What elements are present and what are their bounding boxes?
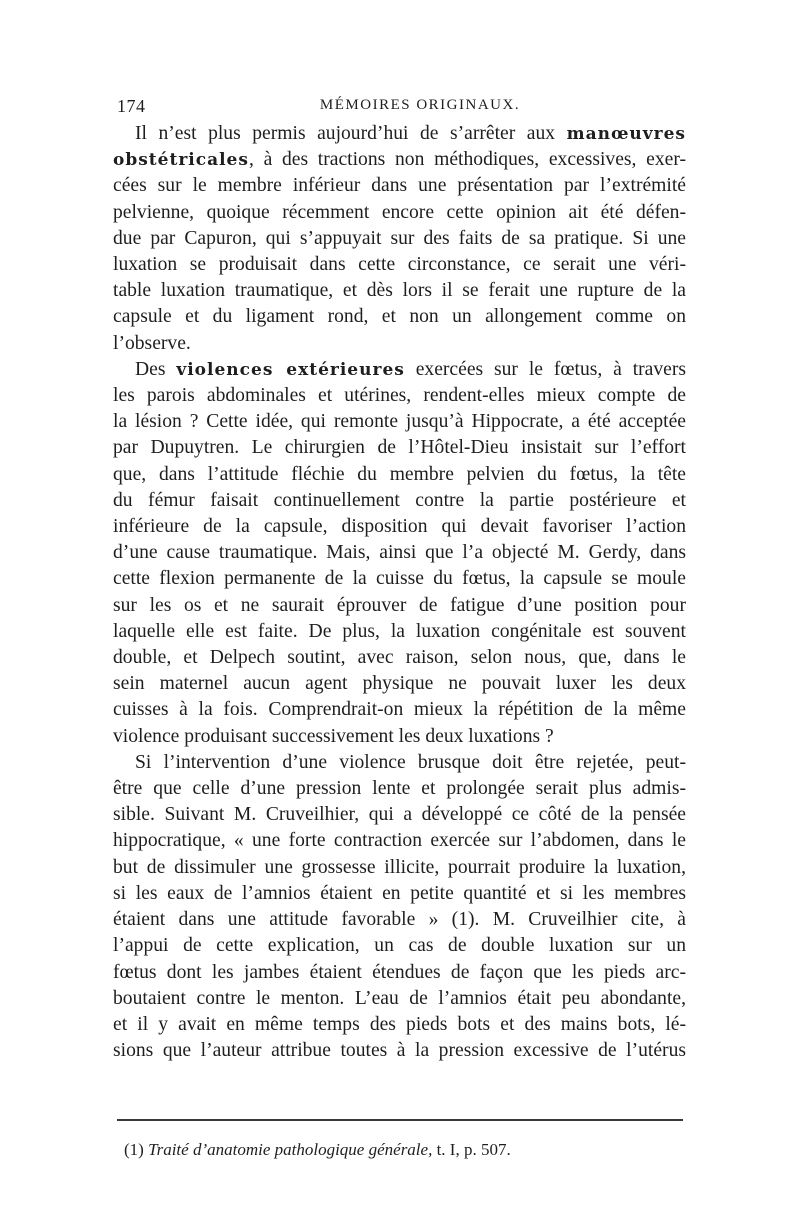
text-line — [113, 881, 686, 907]
text-line — [113, 331, 686, 357]
text-line — [113, 357, 686, 383]
text-line — [113, 462, 686, 488]
text-run: cuisses à la fois. Comprendrait-on mieux la répétition de la même — [113, 699, 686, 721]
text-line — [113, 776, 686, 802]
text-run: luxation se produisait dans cette circonstance, ce serait une véri- — [113, 254, 686, 276]
text-line — [113, 566, 686, 592]
emphasized-term: obstétricales — [113, 150, 249, 171]
text-run: due par Capuron, qui s’appuyait sur des faits de sa pratique. Si une — [113, 227, 686, 249]
text-run: capsule et du ligament rond, et non un allongement comme on — [113, 306, 686, 328]
text-run: laquelle elle est faite. De plus, la luxation congénitale est souvent — [113, 620, 686, 642]
text-run: exercées sur le fœtus, à travers — [404, 358, 686, 380]
text-run: cette flexion permanente de la cuisse du fœtus, la capsule se moule — [113, 568, 686, 590]
text-run: violence produisant successivement les deux luxations ? — [113, 725, 554, 747]
text-line — [113, 409, 686, 435]
text-run: l’appui de cette explication, un cas de double luxation sur un — [113, 935, 686, 957]
text-line — [113, 226, 686, 252]
text-line — [113, 671, 686, 697]
text-run: si les eaux de l’amnios étaient en petite quantité et si les membres — [113, 882, 686, 904]
emphasized-term: manœuvres — [566, 124, 686, 144]
text-line — [113, 252, 686, 278]
text-run: sible. Suivant M. Cruveilhier, qui a développé ce côté de la pensée — [113, 804, 686, 826]
text-run: l’observe. — [113, 332, 191, 354]
footnote — [124, 1140, 684, 1160]
text-line — [113, 1012, 686, 1038]
page-number: 174 — [117, 96, 146, 116]
text-run: du fémur faisait continuellement contre la partie postérieure et — [113, 489, 686, 511]
text-run: hippocratique, « une forte contraction exercée sur l’abdomen, dans le — [113, 830, 686, 852]
text-line — [113, 540, 686, 566]
text-line — [113, 304, 686, 330]
text-line — [113, 828, 686, 854]
text-run: inférieure de la capsule, disposition qui devait favoriser l’action — [113, 516, 686, 538]
text-line — [113, 802, 686, 828]
text-line — [113, 907, 686, 933]
text-line — [113, 960, 686, 986]
text-run: boutaient contre le menton. L’eau de l’amnios était peu abondante, — [113, 987, 686, 1009]
text-run: pelvienne, quoique récemment encore cette opinion ait été défen- — [113, 201, 686, 223]
body-text — [113, 121, 686, 1064]
text-run: par Dupuytren. Le chirurgien de l’Hôtel-Dieu insistait sur l’effort — [113, 437, 686, 459]
text-line — [113, 1038, 686, 1064]
text-run: double, et Delpech soutint, avec raison, selon nous, que, dans le — [113, 647, 686, 669]
text-run: fœtus dont les jambes étaient étendues de façon que les pieds arc- — [113, 961, 686, 983]
text-line — [113, 645, 686, 671]
text-run: table luxation traumatique, et dès lors il se ferait une rupture de la — [113, 280, 686, 302]
text-line — [113, 750, 686, 776]
paragraph — [113, 121, 686, 357]
text-run: but de dissimuler une grossesse illicite, pourrait produire la luxation, — [113, 856, 686, 878]
text-line — [113, 933, 686, 959]
text-run: que, dans l’attitude fléchie du membre pelvien du fœtus, la tête — [113, 463, 686, 485]
text-run: Il n’est plus permis aujourd’hui de s’arrêter aux — [135, 123, 567, 144]
emphasized-term: violences extérieures — [176, 359, 405, 380]
text-line — [113, 697, 686, 723]
text-line — [113, 619, 686, 645]
text-run: sur les os et ne saurait éprouver de fatigue d’une position pour — [113, 594, 686, 616]
text-run: cées sur le membre inférieur dans une présentation par l’extrémité — [113, 175, 686, 197]
text-run: et il y avait en même temps des pieds bots et des mains bots, lé- — [113, 1013, 686, 1035]
text-run: , à des tractions non méthodiques, excessives, exer- — [248, 149, 686, 171]
text-run: sions que l’auteur attribue toutes à la pression excessive de l’utérus — [113, 1040, 686, 1062]
text-line — [113, 278, 686, 304]
paragraph — [113, 750, 686, 1064]
paragraph — [113, 357, 686, 750]
text-run: sein maternel aucun agent physique ne pouvait luxer les deux — [113, 673, 686, 695]
text-run: être que celle d’une pression lente et prolongée serait plus admis- — [113, 778, 686, 800]
text-line — [113, 855, 686, 881]
text-run: Si l’intervention d’une violence brusque doit être rejetée, peut- — [135, 751, 686, 773]
text-line — [113, 173, 686, 199]
footnote-reference: t. I, p. 507. — [436, 1140, 511, 1159]
text-run: Des — [135, 358, 177, 380]
footnote-rule — [117, 1119, 683, 1121]
text-line — [113, 121, 686, 147]
text-line — [113, 200, 686, 226]
text-line — [113, 514, 686, 540]
page-header — [117, 96, 683, 120]
text-run: étaient dans une attitude favorable » (1). M. Cruveilhier cite, à — [113, 909, 686, 931]
text-run: les parois abdominales et utérines, rendent-elles mieux compte de — [113, 385, 686, 407]
text-line — [113, 593, 686, 619]
text-line — [113, 986, 686, 1012]
text-line — [113, 383, 686, 409]
footnote-marker: (1) — [124, 1140, 144, 1159]
text-line — [113, 724, 686, 750]
footnote-title: Traité d’anatomie pathologique générale, — [148, 1140, 433, 1159]
text-line — [113, 435, 686, 461]
text-run: d’une cause traumatique. Mais, ainsi que l’a objecté M. Gerdy, dans — [113, 542, 686, 564]
text-line — [113, 147, 686, 173]
text-run: la lésion ? Cette idée, qui remonte jusqu’à Hippocrate, a été acceptée — [113, 411, 686, 433]
text-line — [113, 488, 686, 514]
running-head: MÉMOIRES ORIGINAUX. — [319, 97, 521, 113]
